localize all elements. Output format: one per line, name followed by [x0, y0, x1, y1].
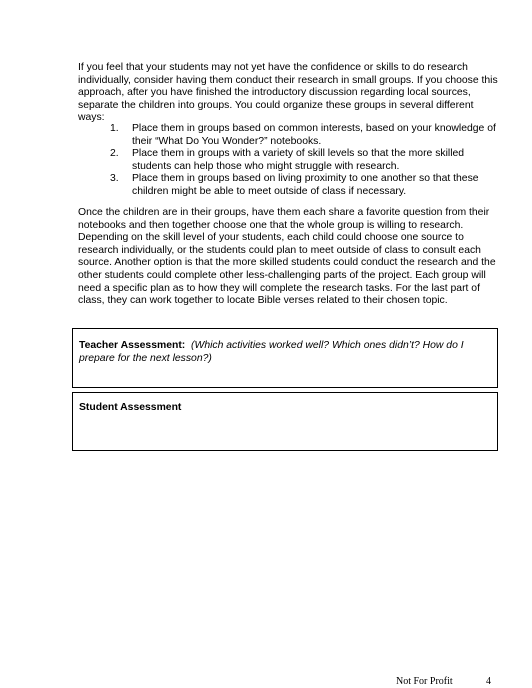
page-number: 4 [486, 676, 491, 687]
list-item-text: Place them in groups based on common interests, based on your knowledge of their “What Do You Wonder?” notebooks. [132, 123, 496, 147]
intro-paragraph: If you feel that your students may not yet have the confidence or skills to do research individually, consider having them conduct their research in small groups. If you choose this approach, after you have finished the introductory discussion regarding local sources, separate the children into groups. You could organize these groups in several different ways: [78, 62, 498, 124]
groups-paragraph: Once the children are in their groups, have them each share a favorite question from their notebooks and then together choose one that the whole group is willing to research. Depending on the skill level of your students, each child could choose one source to research individually, or the students could plan to meet outside of class to consult each source. Another option is that the more skilled students could conduct the research and the other students could complete other less-challenging parts of the project. Each group will need a specific plan as to how they will complete the research tasks. For the last part of class, they can work together to locate Bible verses related to their chosen topic. [78, 207, 496, 307]
student-assessment-box[interactable] [72, 392, 498, 451]
grouping-steps-list [78, 123, 498, 199]
footer-text: Not For Profit [396, 676, 453, 687]
list-item [78, 148, 498, 173]
list-item-number: 2. [110, 148, 119, 160]
teacher-assessment-box[interactable] [72, 328, 498, 388]
teacher-assessment-heading: Teacher Assessment: [79, 340, 186, 351]
list-item-number: 3. [110, 173, 119, 185]
list-item-text: Place them in groups with a variety of skill levels so that the more skilled students can help those who might struggle with research. [132, 148, 465, 172]
list-item-number: 1. [110, 123, 119, 134]
student-assessment-heading: Student Assessment [79, 402, 182, 413]
list-item [78, 173, 498, 198]
list-item-text: Place them in groups based on living proximity to one another so that these children might be able to meet outside of class if necessary. [132, 173, 479, 197]
teacher-assessment-prompt: (Which activities worked well? Which ones didn’t? How do I prepare for the next lesson?) [79, 340, 464, 364]
list-item [78, 123, 498, 148]
